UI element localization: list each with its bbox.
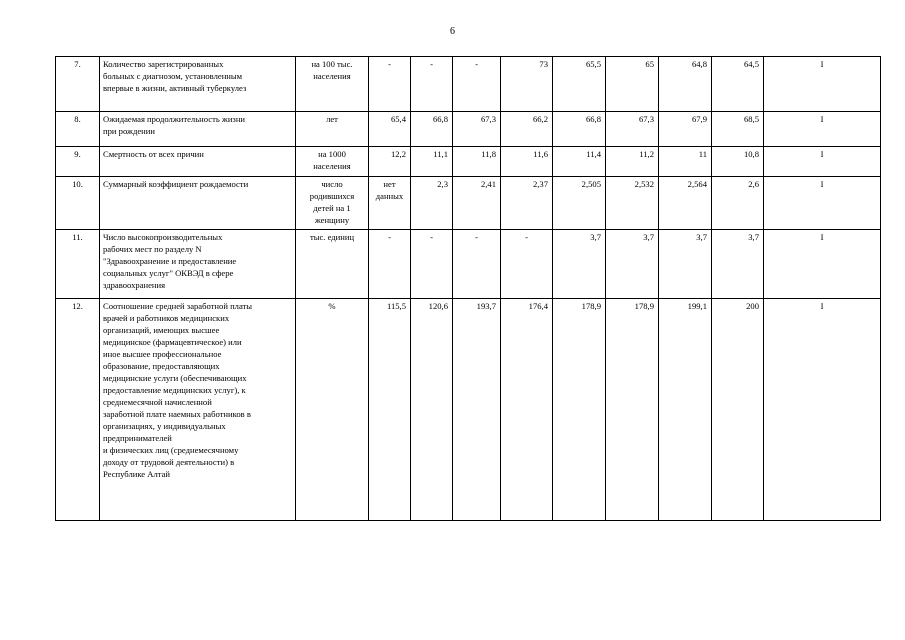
value-text: 64,8 <box>691 59 707 69</box>
value-text: 2,37 <box>532 179 548 189</box>
value-cell <box>501 147 553 177</box>
value-cell <box>553 112 606 147</box>
value-cell <box>369 299 411 521</box>
value-cell <box>659 112 712 147</box>
value-text: нет данных <box>375 179 404 201</box>
value-text: 73 <box>539 59 548 69</box>
level-cell: I <box>764 112 881 147</box>
table-row <box>56 230 881 299</box>
value-text: 176,4 <box>528 301 548 311</box>
value-text: - <box>430 59 433 69</box>
indicator-cell <box>100 299 296 521</box>
row-number: 11. <box>56 230 100 299</box>
unit-text: % <box>328 301 336 311</box>
value-cell <box>659 57 712 112</box>
value-cell <box>606 147 659 177</box>
value-text: 3,7 <box>643 232 654 242</box>
value-text: - <box>475 232 478 242</box>
value-text: 178,9 <box>581 301 601 311</box>
value-text: 68,5 <box>743 114 759 124</box>
indicator-cell <box>100 147 296 177</box>
value-cell <box>712 230 764 299</box>
value-text: 3,7 <box>696 232 707 242</box>
value-text: 11,2 <box>639 149 654 159</box>
value-cell <box>453 112 501 147</box>
value-text: 10,8 <box>743 149 759 159</box>
table-body <box>56 57 881 521</box>
value-text: 2,41 <box>480 179 496 189</box>
page-number: 6 <box>450 26 455 37</box>
value-cell <box>453 230 501 299</box>
unit-cell <box>296 299 369 521</box>
value-cell <box>369 177 411 230</box>
value-cell <box>712 112 764 147</box>
value-text: 64,5 <box>743 59 759 69</box>
value-text: - <box>388 232 391 242</box>
value-cell <box>553 177 606 230</box>
table-row <box>56 177 881 230</box>
value-text: - <box>430 232 433 242</box>
value-cell <box>411 147 453 177</box>
unit-text: на 100 тыс. населения <box>311 59 353 81</box>
value-cell <box>712 177 764 230</box>
value-text: 67,9 <box>691 114 707 124</box>
value-cell <box>553 57 606 112</box>
value-cell <box>453 147 501 177</box>
value-text: 11,1 <box>433 149 448 159</box>
value-text: 2,532 <box>634 179 654 189</box>
value-cell <box>501 299 553 521</box>
value-cell <box>501 57 553 112</box>
unit-text: тыс. единиц <box>309 232 355 242</box>
value-cell <box>453 57 501 112</box>
value-cell <box>369 230 411 299</box>
indicator-text: Число высокопроизводительных рабочих мест по разделу N "Здравоохранение и предоставление социальных услуг" ОКВЭД в сфере здравоохранения <box>103 232 237 290</box>
value-text: 3,7 <box>748 232 759 242</box>
value-cell <box>411 230 453 299</box>
value-cell <box>659 299 712 521</box>
value-text: 66,2 <box>532 114 548 124</box>
unit-cell <box>296 177 369 230</box>
table-row <box>56 112 881 147</box>
row-number: 9. <box>56 147 100 177</box>
indicator-cell <box>100 177 296 230</box>
value-text: 115,5 <box>386 301 406 311</box>
indicator-text: Суммарный коэффициент рождаемости <box>103 179 249 189</box>
unit-cell <box>296 57 369 112</box>
value-text: 2,3 <box>437 179 448 189</box>
value-text: 11,4 <box>586 149 601 159</box>
value-text: 65,5 <box>585 59 601 69</box>
unit-cell <box>296 147 369 177</box>
table-row <box>56 299 881 521</box>
value-cell <box>606 230 659 299</box>
value-cell <box>501 177 553 230</box>
value-text: 67,3 <box>638 114 654 124</box>
unit-cell <box>296 230 369 299</box>
value-cell <box>606 299 659 521</box>
value-text: 2,564 <box>687 179 707 189</box>
indicator-text: Соотношение средней заработной платы врачей и работников медицинских организаций, имеющих высшее медицинское (фармацевтическое) или иное высшее профессиональное образование, предоставляющих медицинские услуги (обеспечивающих предоставление медицинских услуг), к среднемесячной начисленной заработной плате наемных работников в организациях, у индивидуальных предпринимателей и физических лиц (среднемесячному доходу от трудовой деятельности) в Республике Алтай <box>103 301 253 479</box>
indicator-text: Количество зарегистрированных больных с диагнозом, установленным впервые в жизни, активный туберкулез <box>103 59 247 93</box>
value-text: 66,8 <box>585 114 601 124</box>
value-text: 2,6 <box>748 179 759 189</box>
value-cell <box>606 112 659 147</box>
value-cell <box>411 299 453 521</box>
value-cell <box>712 147 764 177</box>
value-text: 178,9 <box>634 301 654 311</box>
value-cell <box>606 57 659 112</box>
indicator-cell <box>100 230 296 299</box>
indicator-cell <box>100 57 296 112</box>
level-cell: I <box>764 147 881 177</box>
level-cell: I <box>764 57 881 112</box>
value-text: 66,8 <box>432 114 448 124</box>
indicators-table <box>55 56 881 521</box>
value-cell <box>411 177 453 230</box>
indicator-text: Смертность от всех причин <box>103 149 204 159</box>
value-cell <box>411 57 453 112</box>
unit-text: число родившихся детей на 1 женщину <box>309 179 355 225</box>
value-cell <box>453 299 501 521</box>
value-cell <box>712 299 764 521</box>
unit-text: лет <box>326 114 338 124</box>
value-cell <box>369 112 411 147</box>
value-text: 11 <box>698 149 707 159</box>
value-cell <box>606 177 659 230</box>
value-text: 200 <box>746 301 759 311</box>
value-cell <box>553 147 606 177</box>
level-cell: I <box>764 230 881 299</box>
value-cell <box>553 299 606 521</box>
value-text: 11,8 <box>481 149 496 159</box>
value-cell <box>659 147 712 177</box>
value-cell <box>369 147 411 177</box>
value-text: 65,4 <box>390 114 406 124</box>
unit-text: на 1000 населения <box>313 149 351 171</box>
row-number: 12. <box>56 299 100 521</box>
value-text: 65 <box>645 59 654 69</box>
value-text: 3,7 <box>590 232 601 242</box>
value-cell <box>553 230 606 299</box>
value-text: - <box>475 59 478 69</box>
unit-cell <box>296 112 369 147</box>
value-text: 193,7 <box>476 301 496 311</box>
value-cell <box>712 57 764 112</box>
row-number: 8. <box>56 112 100 147</box>
row-number: 10. <box>56 177 100 230</box>
value-text: 199,1 <box>687 301 707 311</box>
value-text: - <box>525 232 528 242</box>
table-row <box>56 147 881 177</box>
value-cell <box>659 230 712 299</box>
value-text: - <box>388 59 391 69</box>
value-cell <box>501 230 553 299</box>
value-cell <box>453 177 501 230</box>
value-cell <box>659 177 712 230</box>
value-text: 120,6 <box>428 301 448 311</box>
value-cell <box>501 112 553 147</box>
row-number: 7. <box>56 57 100 112</box>
indicator-text: Ожидаемая продолжительность жизни при рождении <box>103 114 246 136</box>
value-text: 12,2 <box>390 149 406 159</box>
value-cell <box>369 57 411 112</box>
value-text: 11,6 <box>533 149 548 159</box>
value-text: 67,3 <box>480 114 496 124</box>
indicator-cell <box>100 112 296 147</box>
table-row <box>56 57 881 112</box>
level-cell: I <box>764 299 881 521</box>
value-cell <box>411 112 453 147</box>
level-cell: I <box>764 177 881 230</box>
value-text: 2,505 <box>581 179 601 189</box>
